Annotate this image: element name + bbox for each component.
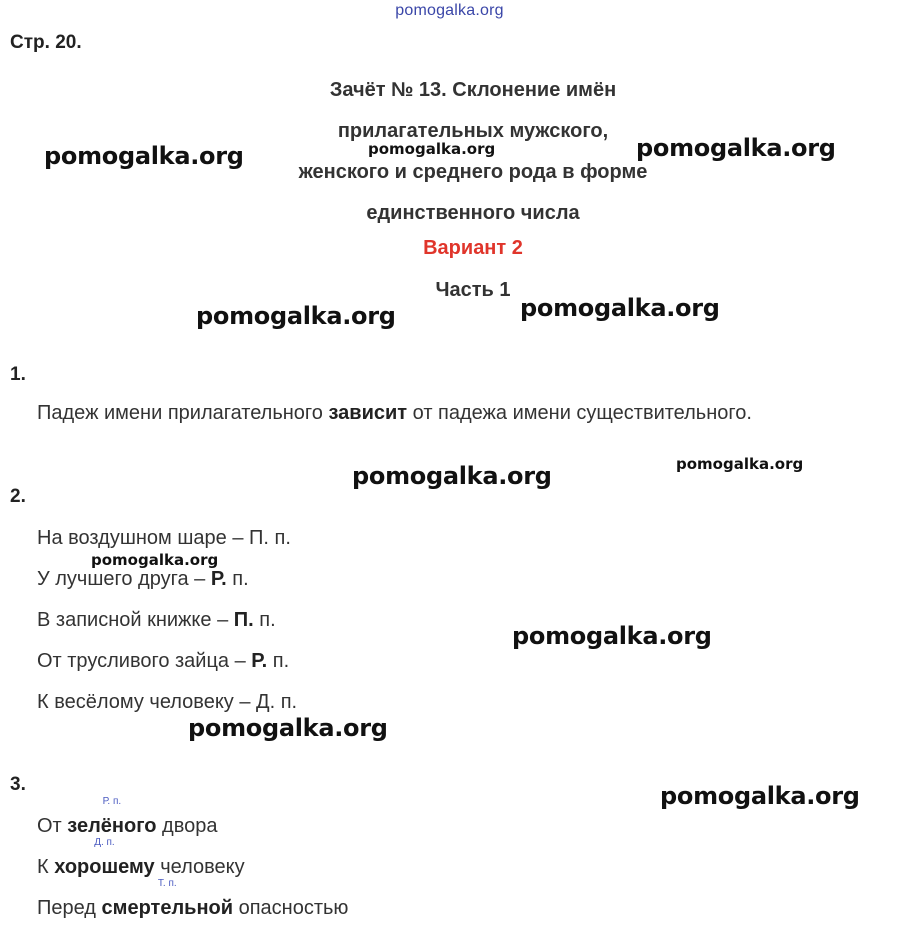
answer-bold: зависит [328, 402, 408, 424]
watermark: pomogalka.org [520, 294, 720, 322]
case-answer: П. [249, 527, 269, 549]
watermark: pomogalka.org [660, 782, 860, 810]
answer-line [37, 878, 349, 920]
answer-line [37, 650, 289, 673]
phrase: От трусливого зайца – [37, 650, 252, 672]
phrase: На воздушном шаре – [37, 527, 249, 549]
case-suffix: п. [226, 568, 249, 590]
case-suffix: п. [275, 691, 298, 713]
case-answer: Р. [251, 650, 268, 672]
answer-line [37, 568, 249, 591]
case-answer: Д. [256, 691, 276, 713]
case-suffix: п. [267, 650, 290, 672]
phrase: К весёлому человеку – [37, 691, 257, 713]
watermark: pomogalka.org [352, 462, 552, 490]
adjective [67, 796, 157, 838]
answer-text: от падежа имени существительного. [407, 402, 752, 424]
page-title: Зачёт № 13. Склонение имён прилагательных мужского, женского и среднего рода в форме единственного числа [298, 79, 648, 224]
answer-line [37, 691, 297, 714]
watermark: pomogalka.org [512, 622, 712, 650]
question-number: 2. [10, 486, 26, 507]
case-answer: П. [233, 609, 254, 631]
answer-line [37, 796, 218, 838]
preposition: От [37, 815, 68, 837]
adjective-text: зелёного [67, 815, 157, 837]
answer-line [37, 402, 752, 425]
answer-line [37, 527, 291, 550]
noun: человеку [154, 856, 245, 878]
case-tag: Т. п. [157, 878, 177, 889]
watermark: pomogalka.org [676, 455, 804, 473]
answer-text: Падеж имени прилагательного [37, 402, 329, 424]
case-suffix: п. [268, 527, 291, 549]
case-tag: Д. п. [94, 837, 115, 848]
page-label: Стр. 20. [10, 32, 82, 53]
preposition: Перед [37, 897, 102, 919]
variant-label: Вариант 2 [423, 237, 523, 259]
watermark: pomogalka.org [196, 302, 396, 330]
watermark: pomogalka.org [91, 551, 219, 569]
preposition: К [37, 856, 55, 878]
watermark: pomogalka.org [368, 140, 496, 158]
phrase: У лучшего друга – [37, 568, 211, 590]
watermark-top: pomogalka.org [395, 2, 504, 19]
adjective-text: хорошему [54, 856, 155, 878]
watermark: pomogalka.org [44, 142, 244, 170]
noun: двора [156, 815, 218, 837]
answer-line [37, 609, 276, 632]
case-suffix: п. [253, 609, 276, 631]
phrase: В записной книжке – [37, 609, 234, 631]
watermark: pomogalka.org [636, 134, 836, 162]
case-answer: Р. [210, 568, 227, 590]
case-tag: Р. п. [102, 796, 122, 807]
question-number: 1. [10, 364, 26, 385]
watermark: pomogalka.org [188, 714, 388, 742]
adjective [54, 837, 155, 879]
answer-line [37, 837, 245, 879]
adjective-text: смертельной [101, 897, 234, 919]
question-number: 3. [10, 774, 26, 795]
adjective [101, 878, 234, 920]
part-label: Часть 1 [435, 279, 511, 301]
noun: опасностью [233, 897, 349, 919]
